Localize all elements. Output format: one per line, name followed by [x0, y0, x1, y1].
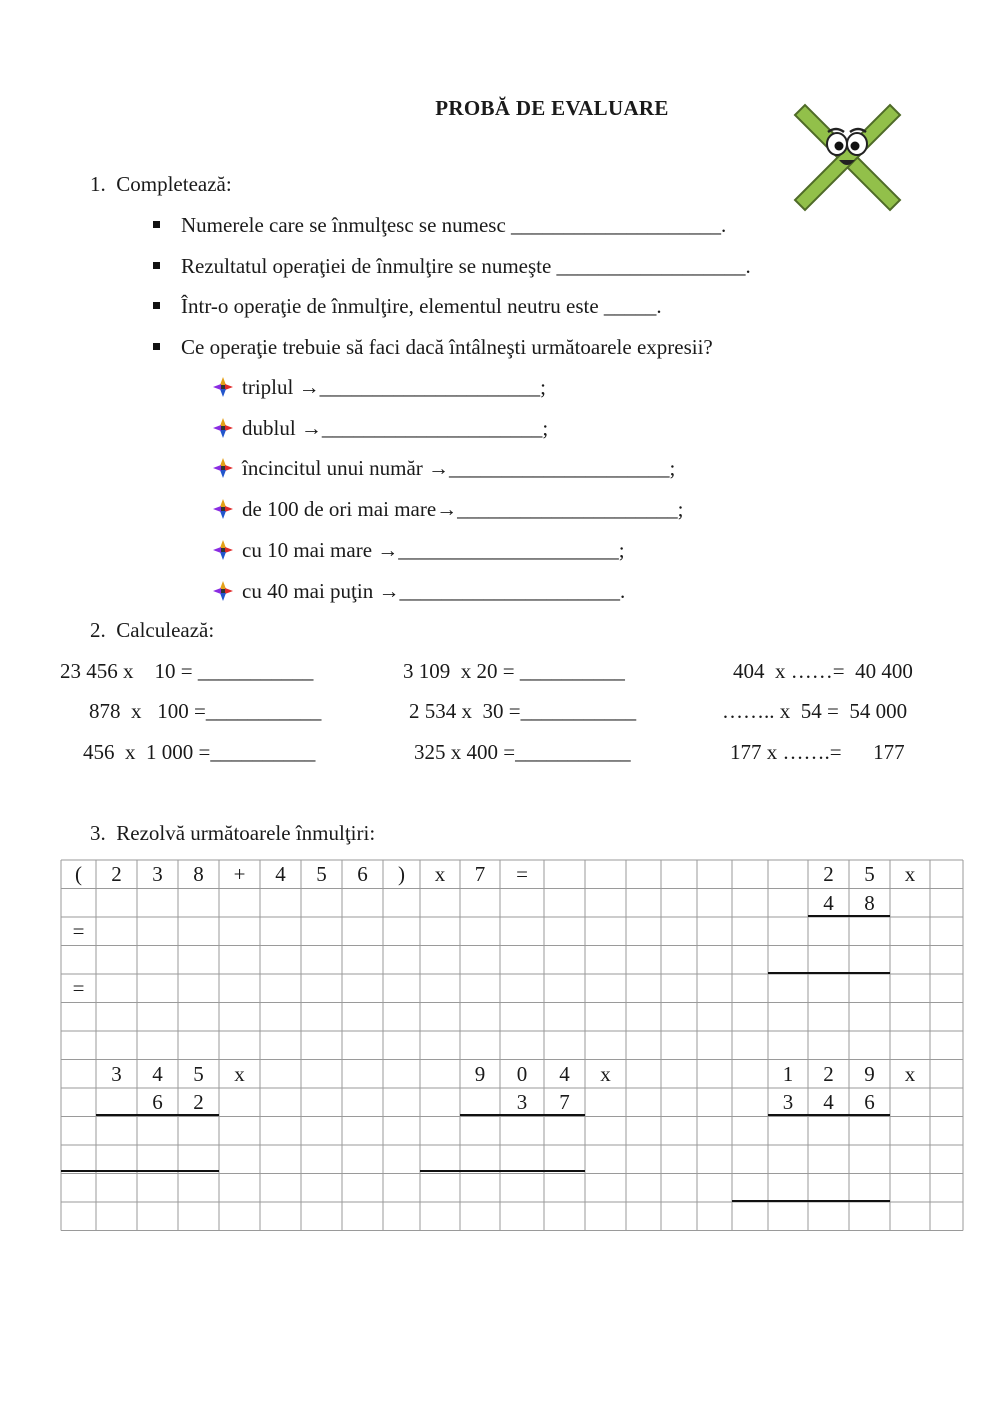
grid-cell-value: 2	[111, 862, 122, 886]
grid-cell-value: )	[398, 862, 405, 886]
grid-cell-value: 9	[474, 1061, 486, 1086]
grid-cell-value: 5	[193, 1061, 204, 1086]
grid-cell-value: 5	[316, 862, 327, 886]
calc-item: 878 x 100 =___________	[89, 699, 322, 723]
grid-cell-value: (	[75, 862, 82, 886]
page-title: PROBĂ DE EVALUARE	[435, 96, 669, 120]
calc-item: 404 x ……= 40 400	[733, 659, 913, 683]
calc-item: 3 109 x 20 = __________	[403, 659, 625, 683]
grid-cell-value: 3	[516, 1090, 528, 1114]
expression-item: dublul →_____________________;	[242, 416, 549, 440]
grid-cell-value: 6	[864, 1090, 875, 1114]
grid-cell-value: 4	[152, 1061, 163, 1086]
exercise-3-heading: 3. Rezolvă următoarele înmulţiri:	[90, 821, 376, 845]
grid-cell-value: 2	[193, 1090, 204, 1114]
grid-cell-value: =	[72, 919, 85, 943]
grid-cell-value: 3	[782, 1090, 794, 1114]
grid-cell-value: 3	[111, 1061, 122, 1086]
grid-cell-value: 3	[152, 862, 163, 886]
grid-cell-value: 8	[864, 890, 875, 915]
expression-item: triplul →_____________________;	[242, 375, 546, 399]
grid-cell-value: 6	[152, 1090, 163, 1114]
calc-item: 23 456 x 10 = ___________	[60, 659, 314, 683]
grid-cell-value: +	[233, 862, 246, 886]
grid-cell-value: 7	[474, 862, 486, 886]
grid-cell-value: 6	[357, 862, 368, 886]
calc-item: 177 x …….= 177	[730, 740, 905, 764]
grid-cell-value: 2	[823, 862, 834, 886]
grid-cell-value: 5	[864, 862, 875, 886]
grid-cell-value: 8	[193, 862, 204, 886]
grid-cell-value: 4	[823, 1090, 834, 1114]
expression-item: încincitul unui număr →_____________________;	[242, 456, 676, 480]
grid-cell-value: 0	[516, 1061, 528, 1086]
bullet-item: Rezultatul operaţiei de înmulţire se numeşte __________________.	[181, 254, 751, 278]
exercise-2-heading: 2. Calculează:	[90, 618, 215, 642]
grid-cell-value: 4	[823, 890, 834, 915]
grid-cell-value: =	[72, 976, 85, 1000]
calc-item: 456 x 1 000 =__________	[83, 740, 316, 764]
exercise-1-heading: 1. Completează:	[90, 172, 232, 196]
bullet-item: Ce operaţie trebuie să faci dacă întâlneşti următoarele expresii?	[181, 335, 713, 359]
grid-cell-value: 2	[823, 1061, 834, 1086]
calc-item: 2 534 x 30 =___________	[409, 699, 637, 723]
grid-cell-value: x	[600, 1061, 611, 1086]
calc-item: …….. x 54 = 54 000	[722, 699, 908, 723]
grid-cell-value: 4	[275, 862, 286, 886]
grid-cell-value: x	[434, 862, 446, 886]
grid-cell-value: x	[904, 1061, 916, 1086]
grid-cell-value: x	[904, 862, 916, 886]
grid-cell-value: 4	[559, 1061, 570, 1086]
grid-cell-value: 1	[782, 1061, 794, 1086]
grid-cell-value: =	[516, 862, 528, 886]
bullet-item: Într-o operaţie de înmulţire, elementul neutru este _____.	[181, 294, 662, 318]
grid-cell-value: 9	[864, 1061, 875, 1086]
grid-cell-value: 7	[559, 1090, 570, 1114]
grid-cell-value: x	[234, 1061, 245, 1086]
expression-item: cu 10 mai mare →_____________________;	[242, 538, 625, 562]
bullet-item: Numerele care se înmulţesc se numesc ____________________.	[181, 213, 727, 237]
expression-item: de 100 de ori mai mare→_____________________;	[242, 497, 684, 521]
expression-item: cu 40 mai puţin →_____________________.	[242, 579, 626, 603]
calc-item: 325 x 400 =___________	[414, 740, 631, 764]
